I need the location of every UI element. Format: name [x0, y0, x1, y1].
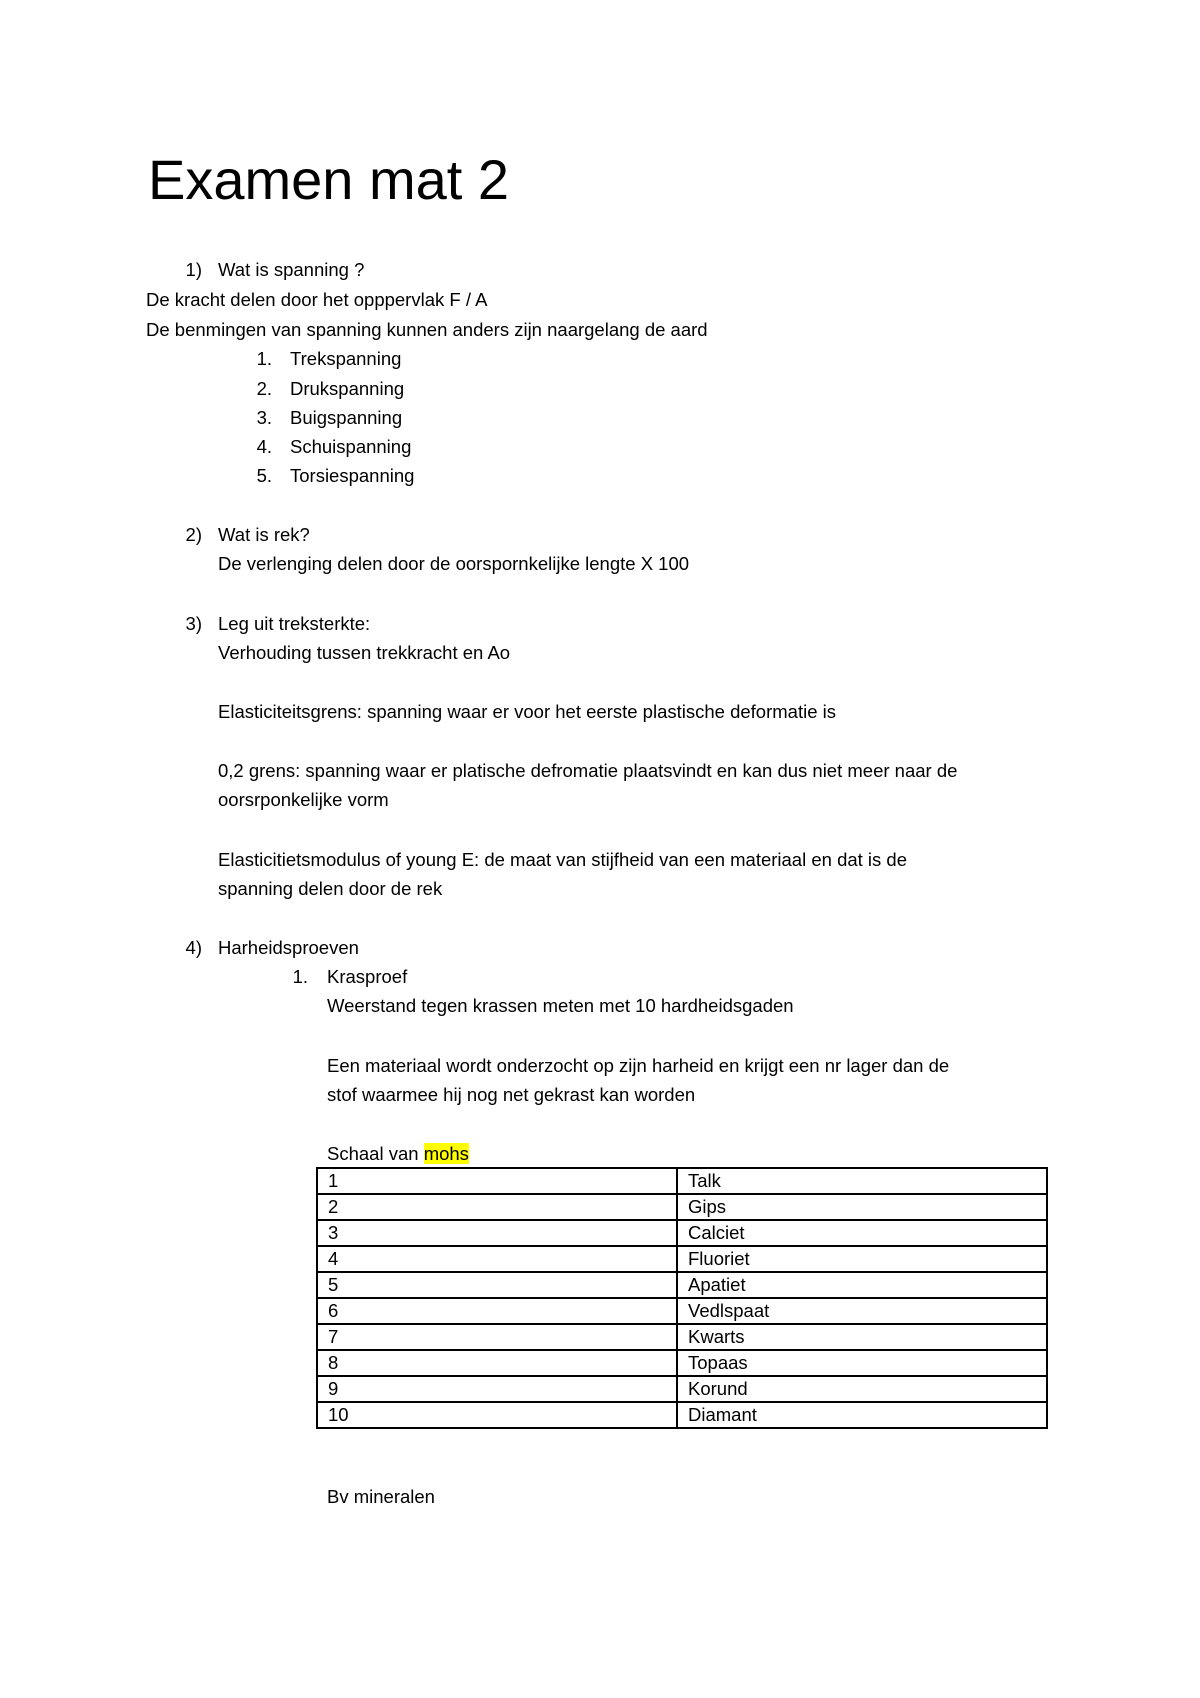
stress-type-number: 2.	[256, 378, 272, 399]
stress-type-label: Schuispanning	[290, 436, 412, 457]
table-row	[317, 1376, 1047, 1402]
question-4-number: 4)	[185, 937, 202, 958]
footer-note: Bv mineralen	[327, 1486, 435, 1507]
stress-type-label: Torsiespanning	[290, 465, 415, 486]
table-row	[317, 1298, 1047, 1324]
table-row	[317, 1168, 1047, 1194]
youngs-modulus-definition-line-2: spanning delen door de rek	[218, 878, 443, 899]
stress-type-number: 4.	[256, 436, 272, 457]
scratch-test-description: Weerstand tegen krassen meten met 10 hardheidsgaden	[327, 995, 794, 1016]
hardness-value: 5	[317, 1272, 677, 1298]
hardness-value: 10	[317, 1402, 677, 1428]
table-row	[317, 1246, 1047, 1272]
scratch-test-paragraph-line-2: stof waarmee hij nog net gekrast kan worden	[327, 1084, 696, 1105]
mineral-name: Calciet	[677, 1220, 1047, 1246]
mineral-name: Gips	[677, 1194, 1047, 1220]
scratch-test-title: Krasproef	[327, 966, 408, 987]
mineral-name: Diamant	[677, 1402, 1047, 1428]
mineral-name: Kwarts	[677, 1324, 1047, 1350]
mineral-name: Topaas	[677, 1350, 1047, 1376]
stress-type-label: Trekspanning	[290, 348, 402, 369]
mohs-scale-table	[316, 1167, 1048, 1429]
hardness-value: 1	[317, 1168, 677, 1194]
youngs-modulus-definition-line-1: Elasticitietsmodulus of young E: de maat van stijfheid van een materiaal en dat is de	[218, 849, 907, 870]
question-2-text: Wat is rek?	[218, 524, 310, 545]
mineral-name: Fluoriet	[677, 1246, 1047, 1272]
table-row	[317, 1324, 1047, 1350]
table-row	[317, 1194, 1047, 1220]
table-row	[317, 1350, 1047, 1376]
mineral-name: Apatiet	[677, 1272, 1047, 1298]
mineral-name: Vedlspaat	[677, 1298, 1047, 1324]
offset-yield-definition-line-2: oorsrponkelijke vorm	[218, 789, 389, 810]
question-3-answer: Verhouding tussen trekkracht en Ao	[218, 642, 511, 663]
document-title: Examen mat 2	[148, 148, 510, 211]
stress-type-label: Buigspanning	[290, 407, 403, 428]
question-1-number: 1)	[185, 259, 202, 280]
mineral-name: Talk	[677, 1168, 1047, 1194]
scratch-test-paragraph-line-1: Een materiaal wordt onderzocht op zijn harheid en krijgt een nr lager dan de	[327, 1055, 950, 1076]
hardness-value: 8	[317, 1350, 677, 1376]
question-2-answer: De verlenging delen door de oorspornkelijke lengte X 100	[218, 553, 690, 574]
table-row	[317, 1272, 1047, 1298]
mohs-scale-caption	[327, 1139, 469, 1168]
stress-type-label: Drukspanning	[290, 378, 405, 399]
question-1-text: Wat is spanning ?	[218, 259, 365, 280]
hardness-value: 7	[317, 1324, 677, 1350]
question-4-text: Harheidsproeven	[218, 937, 359, 958]
stress-type-number: 3.	[256, 407, 272, 428]
stress-type-number: 5.	[256, 465, 272, 486]
question-3-text: Leg uit treksterkte:	[218, 613, 371, 634]
elasticity-limit-definition: Elasticiteitsgrens: spanning waar er voor het eerste plastische deformatie is	[218, 701, 836, 722]
table-row	[317, 1220, 1047, 1246]
question-1-answer-line-1: De kracht delen door het opppervlak F / A	[146, 289, 488, 310]
question-2-number: 2)	[185, 524, 202, 545]
question-3-number: 3)	[185, 613, 202, 634]
hardness-value: 6	[317, 1298, 677, 1324]
hardness-value: 9	[317, 1376, 677, 1402]
mohs-highlighted-word: mohs	[423, 1143, 469, 1164]
mohs-scale-caption-prefix: Schaal van	[327, 1143, 424, 1164]
hardness-value: 4	[317, 1246, 677, 1272]
mineral-name: Korund	[677, 1376, 1047, 1402]
test-number: 1.	[292, 966, 308, 987]
question-1-answer-line-2: De benmingen van spanning kunnen anders zijn naargelang de aard	[146, 319, 708, 340]
hardness-value: 2	[317, 1194, 677, 1220]
offset-yield-definition-line-1: 0,2 grens: spanning waar er platische defromatie plaatsvindt en kan dus niet meer naar de	[218, 760, 958, 781]
hardness-value: 3	[317, 1220, 677, 1246]
table-row	[317, 1402, 1047, 1428]
stress-type-number: 1.	[256, 348, 272, 369]
